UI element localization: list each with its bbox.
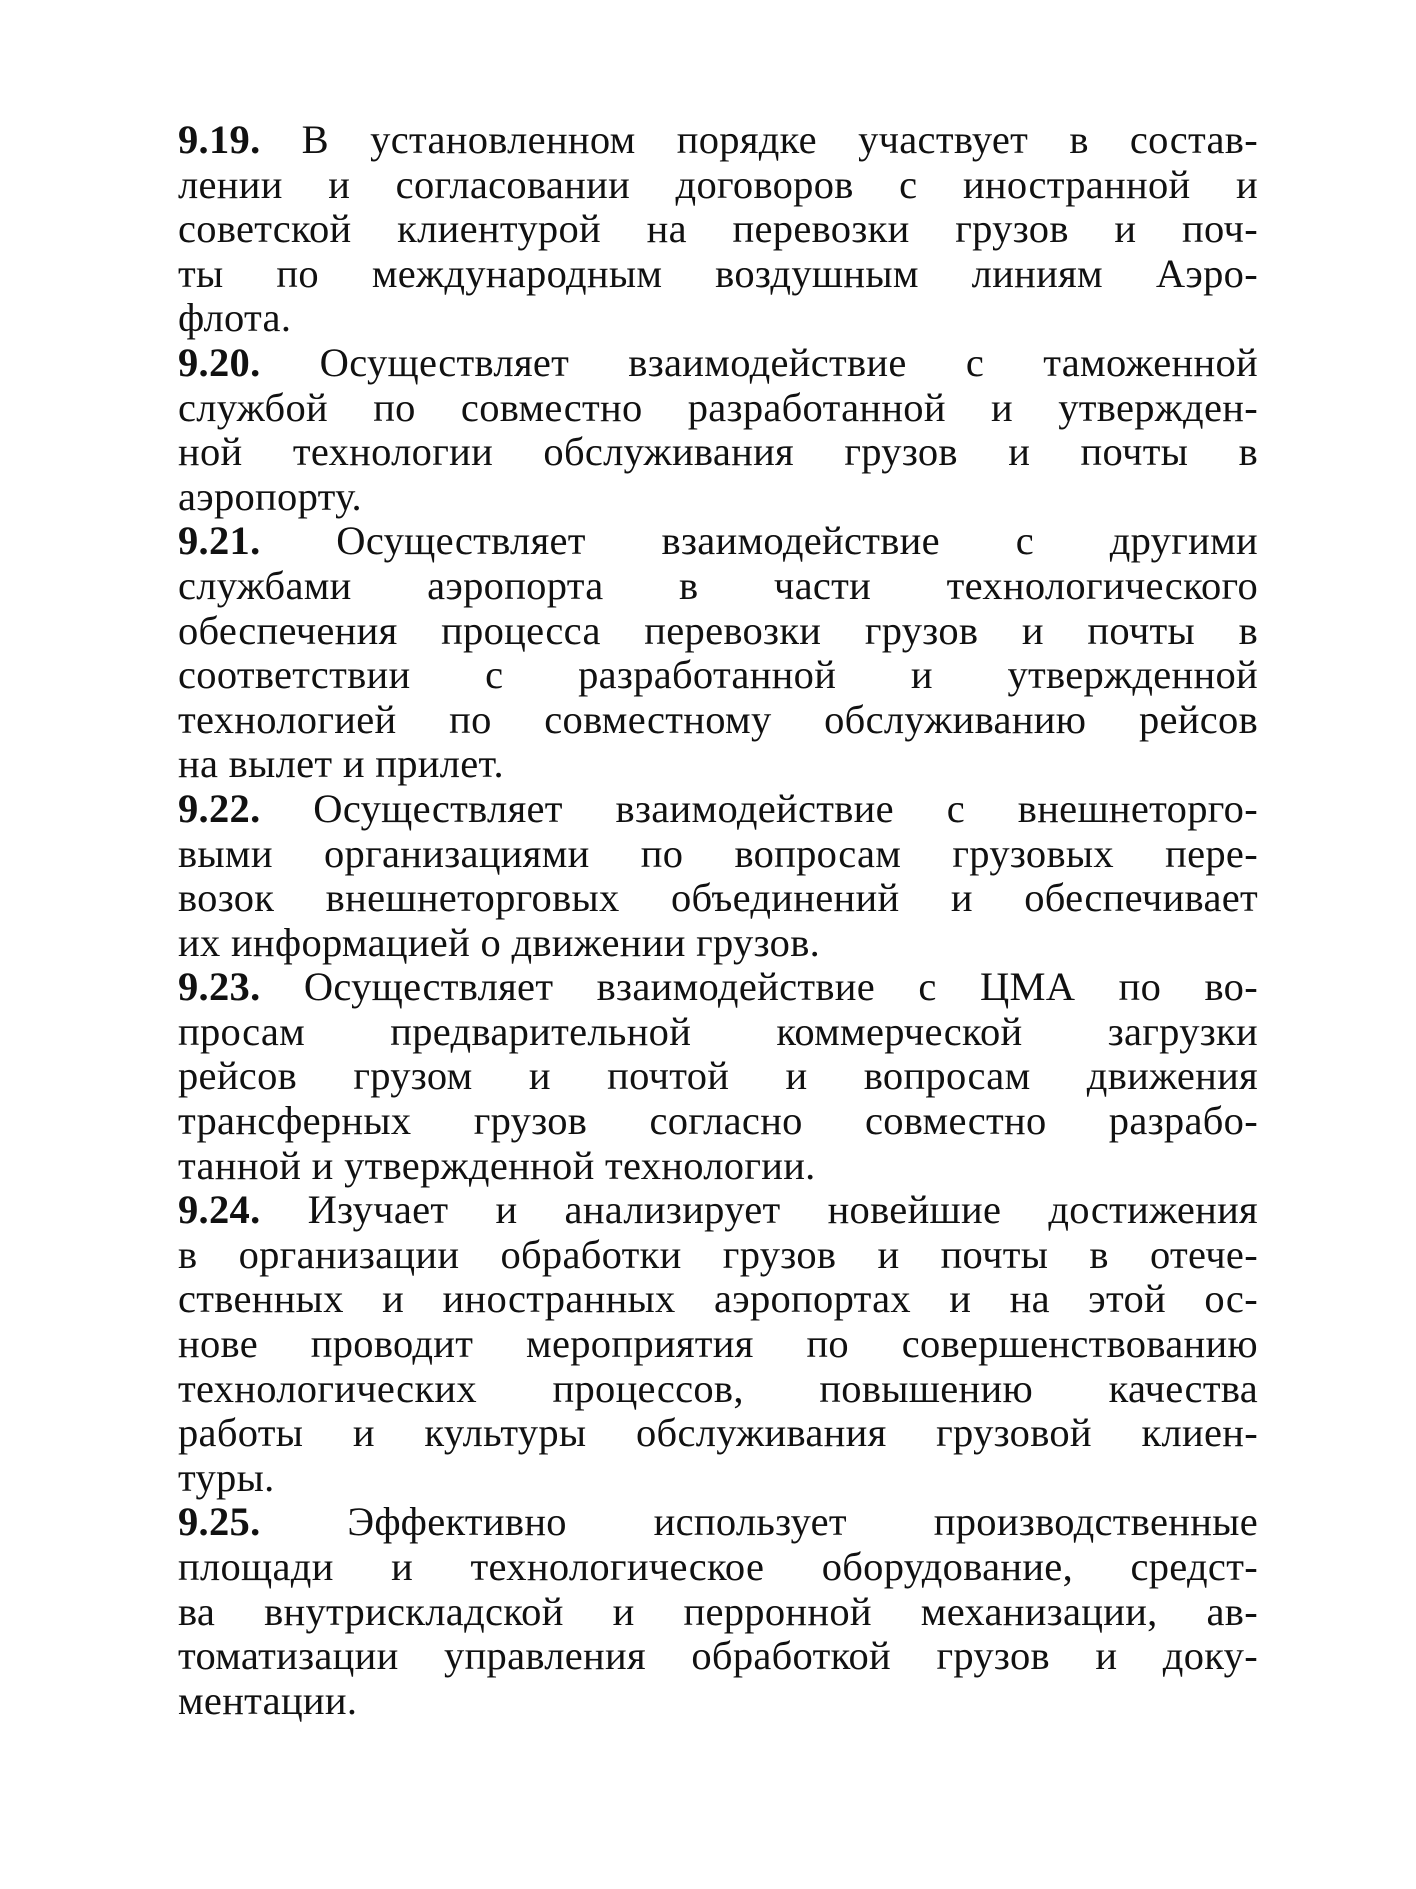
paragraph-9-25 — [178, 1500, 1258, 1723]
paragraph-9-20 — [178, 341, 1258, 519]
text-line: обеспечения процесса перевозки грузов и почты в — [178, 607, 1258, 653]
text-line — [178, 1500, 1258, 1545]
text-line: соответствии с разработанной и утвержденной — [178, 652, 1258, 698]
text-line: танной и утвержденной технологии. — [178, 1142, 816, 1188]
text-line: на вылет и прилет. — [178, 741, 504, 787]
line-text: Осуществляет взаимодействие с внешнеторго- — [313, 785, 1258, 831]
text-line: просам предварительной коммерческой загрузки — [178, 1008, 1258, 1054]
line-text: Изучает и анализирует новейшие достижения — [307, 1187, 1258, 1233]
paragraph-number: 9.19. — [178, 117, 261, 162]
line-text: Осуществляет взаимодействие с ЦМА по во- — [303, 964, 1258, 1010]
paragraph-number: 9.23. — [178, 964, 261, 1010]
text-line: ты по международным воздушным линиям Аэро- — [178, 250, 1258, 296]
text-line — [178, 118, 1258, 163]
line-text: Осуществляет взаимодействие с таможенной — [319, 339, 1258, 385]
text-line: ственных и иностранных аэропортах и на этой ос- — [178, 1276, 1258, 1322]
text-line: флота. — [178, 295, 292, 341]
text-line: лении и согласовании договоров с иностранной и — [178, 161, 1258, 207]
paragraph-number: 9.25. — [178, 1499, 261, 1545]
paragraph-9-19 — [178, 118, 1258, 341]
paragraph-number: 9.24. — [178, 1187, 261, 1233]
text-line — [178, 787, 1258, 832]
paragraph-9-21 — [178, 519, 1258, 787]
paragraph-number: 9.21. — [178, 518, 261, 564]
text-line — [178, 519, 1258, 564]
text-line: ной технологии обслуживания грузов и почты в — [178, 429, 1258, 475]
text-line: трансферных грузов согласно совместно разрабо- — [178, 1098, 1258, 1144]
text-line: их информацией о движении грузов. — [178, 919, 821, 965]
text-line: площади и технологическое оборудование, средст- — [178, 1544, 1258, 1589]
text-line — [178, 965, 1258, 1010]
text-line: аэропорту. — [178, 473, 362, 519]
paragraph-9-22 — [178, 787, 1258, 965]
document-page — [178, 118, 1258, 1723]
text-line — [178, 341, 1258, 386]
paragraph-9-24 — [178, 1188, 1258, 1500]
text-line: выми организациями по вопросам грузовых пере- — [178, 830, 1258, 876]
text-line: нове проводит мероприятия по совершенствованию — [178, 1321, 1258, 1367]
line-text: Эффективно использует производственные — [347, 1499, 1258, 1545]
text-line: рейсов грузом и почтой и вопросам движения — [178, 1053, 1258, 1099]
text-line: возок внешнеторговых объединений и обеспечивает — [178, 875, 1258, 921]
text-line: в организации обработки грузов и почты в отече- — [178, 1231, 1258, 1277]
text-line: службами аэропорта в части технологического — [178, 562, 1258, 608]
text-line: технологией по совместному обслуживанию рейсов — [178, 696, 1258, 742]
text-line: томатизации управления обработкой грузов и доку- — [178, 1633, 1258, 1679]
paragraph-number: 9.20. — [178, 339, 261, 385]
line-text: Осуществляет взаимодействие с другими — [336, 518, 1258, 564]
line-text: В установленном порядке участвует в состав- — [301, 117, 1258, 162]
paragraph-number: 9.22. — [178, 785, 261, 831]
text-line — [178, 1188, 1258, 1233]
text-line: технологических процессов, повышению качества — [178, 1365, 1258, 1411]
text-line: работы и культуры обслуживания грузовой клиен- — [178, 1410, 1258, 1456]
text-line: ментации. — [178, 1677, 358, 1723]
paragraph-9-23 — [178, 965, 1258, 1188]
text-line: ва внутрискладской и перронной механизации, ав- — [178, 1588, 1258, 1634]
text-line: туры. — [178, 1454, 275, 1500]
text-line: советской клиентурой на перевозки грузов и поч- — [178, 206, 1258, 252]
text-line: службой по совместно разработанной и утвержден- — [178, 384, 1258, 430]
